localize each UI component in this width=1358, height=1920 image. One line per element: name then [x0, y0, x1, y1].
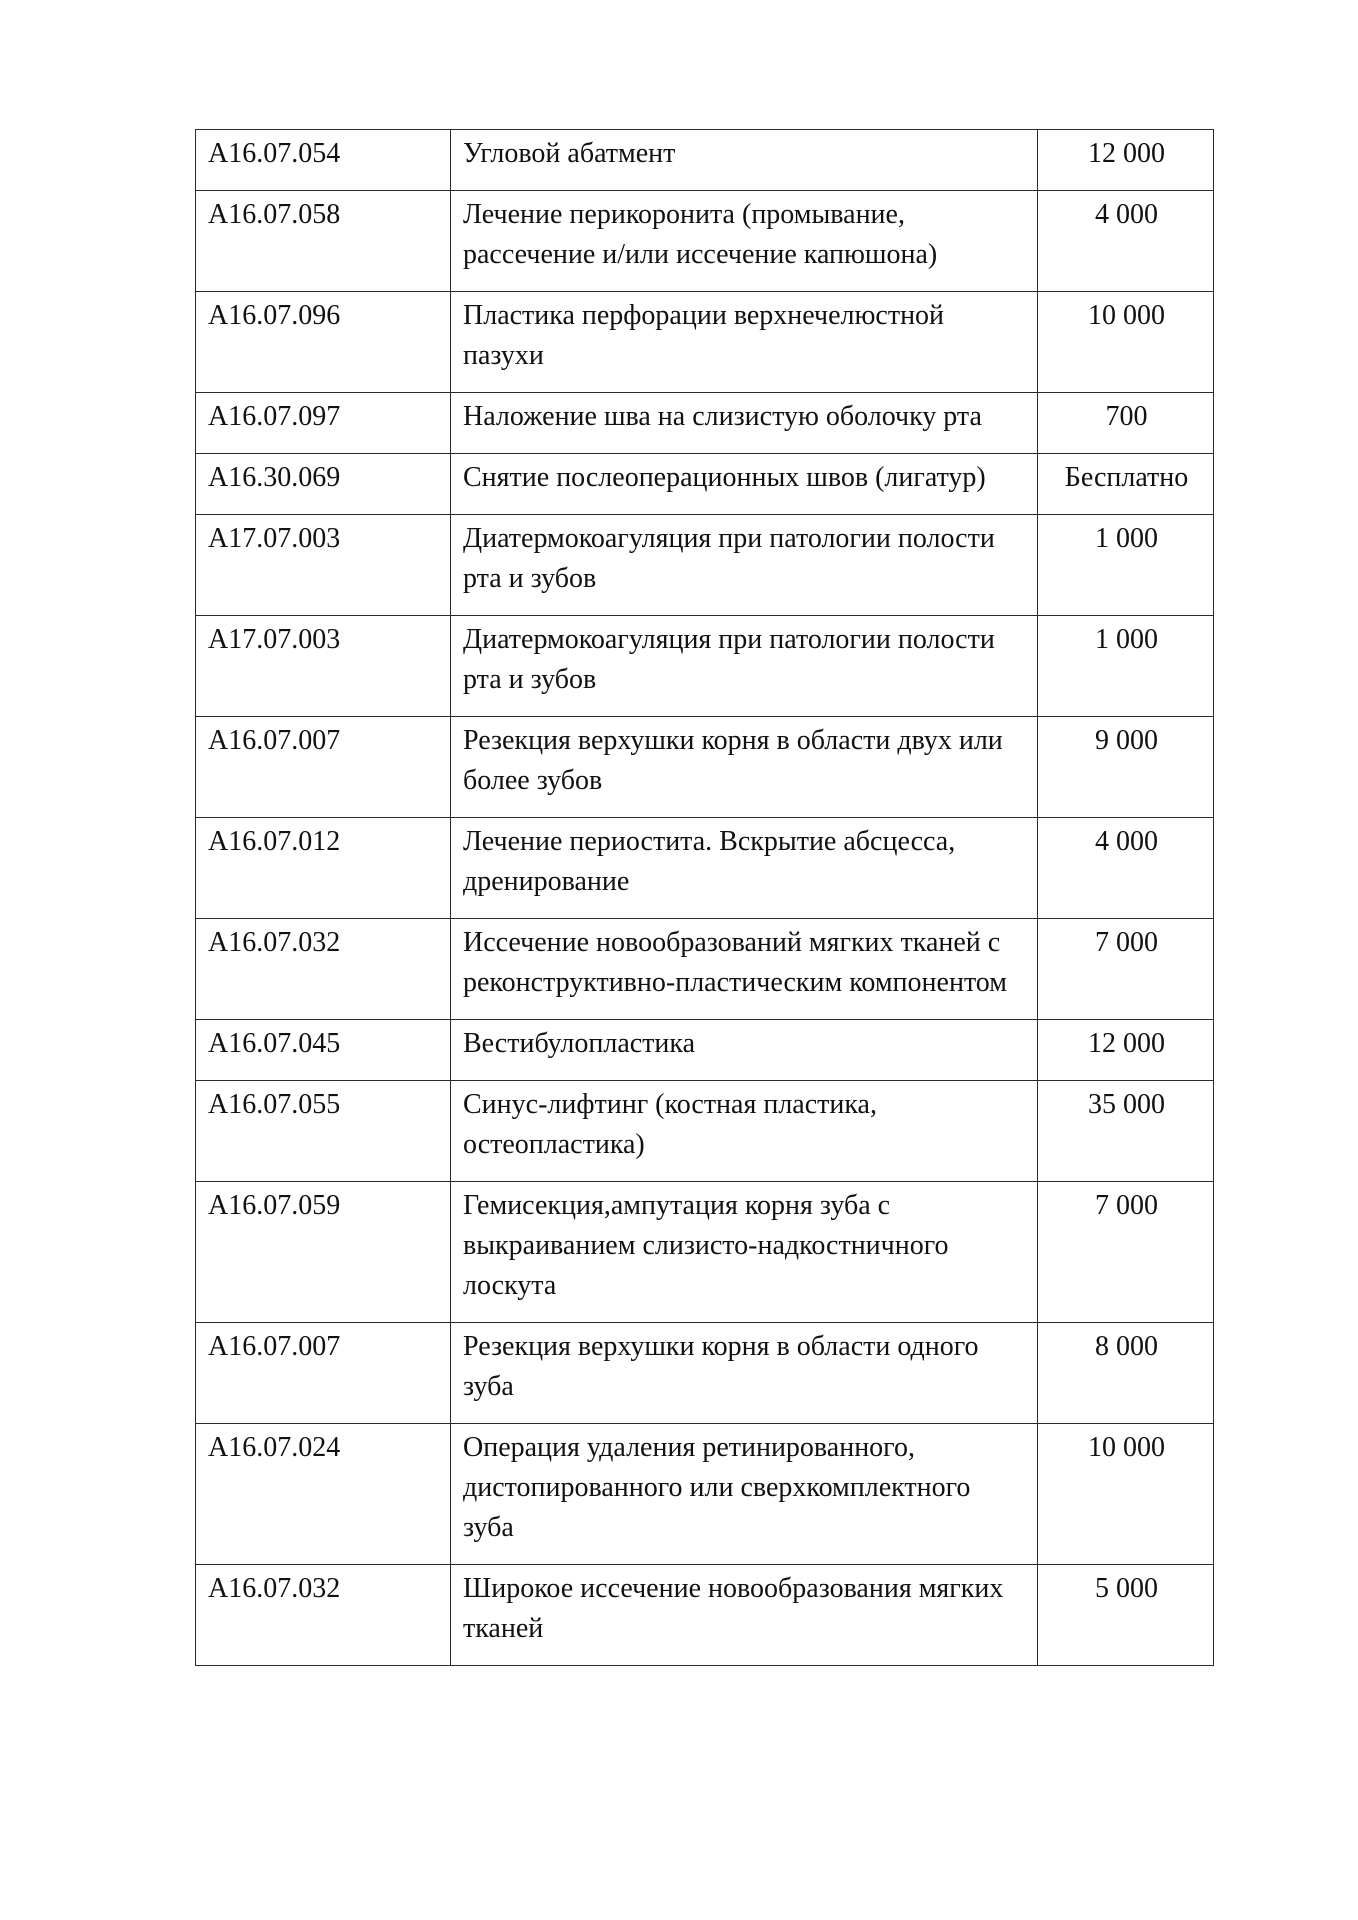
- service-price: 8 000: [1038, 1323, 1214, 1424]
- table-row: [196, 717, 1214, 818]
- table-row: [196, 818, 1214, 919]
- service-code: А16.07.012: [196, 818, 451, 919]
- table-row: [196, 616, 1214, 717]
- price-table-body: [196, 130, 1214, 1666]
- table-row: [196, 454, 1214, 515]
- table-row: [196, 1020, 1214, 1081]
- service-code: А16.07.096: [196, 292, 451, 393]
- service-code: А16.07.007: [196, 717, 451, 818]
- service-name: Диатермокоагуляция при патологии полости рта и зубов: [451, 616, 1038, 717]
- service-price: 12 000: [1038, 1020, 1214, 1081]
- service-name: Резекция верхушки корня в области двух или более зубов: [451, 717, 1038, 818]
- service-price: 9 000: [1038, 717, 1214, 818]
- service-code: А16.07.054: [196, 130, 451, 191]
- service-price: 700: [1038, 393, 1214, 454]
- service-name: Резекция верхушки корня в области одного зуба: [451, 1323, 1038, 1424]
- service-price: 7 000: [1038, 919, 1214, 1020]
- service-code: А16.07.024: [196, 1424, 451, 1565]
- service-code: А16.07.032: [196, 1565, 451, 1666]
- service-name: Вестибулопластика: [451, 1020, 1038, 1081]
- table-row: [196, 1081, 1214, 1182]
- service-code: А16.30.069: [196, 454, 451, 515]
- service-name: Снятие послеоперационных швов (лигатур): [451, 454, 1038, 515]
- service-name: Широкое иссечение новообразования мягких тканей: [451, 1565, 1038, 1666]
- service-price: 1 000: [1038, 515, 1214, 616]
- table-row: [196, 515, 1214, 616]
- service-price: 35 000: [1038, 1081, 1214, 1182]
- table-row: [196, 1323, 1214, 1424]
- service-price: 7 000: [1038, 1182, 1214, 1323]
- service-price: 4 000: [1038, 191, 1214, 292]
- service-price: Бесплатно: [1038, 454, 1214, 515]
- service-code: А16.07.059: [196, 1182, 451, 1323]
- service-code: А16.07.058: [196, 191, 451, 292]
- table-row: [196, 393, 1214, 454]
- service-name: Операция удаления ретинированного, дистопированного или сверхкомплектного зуба: [451, 1424, 1038, 1565]
- service-code: А16.07.045: [196, 1020, 451, 1081]
- service-name: Синус-лифтинг (костная пластика, остеопластика): [451, 1081, 1038, 1182]
- table-row: [196, 292, 1214, 393]
- table-row: [196, 1424, 1214, 1565]
- table-row: [196, 919, 1214, 1020]
- service-price: 10 000: [1038, 1424, 1214, 1565]
- service-price: 10 000: [1038, 292, 1214, 393]
- service-price: 5 000: [1038, 1565, 1214, 1666]
- service-name: Иссечение новообразований мягких тканей с реконструктивно-пластическим компонентом: [451, 919, 1038, 1020]
- service-name: Гемисекция,ампутация корня зуба с выкраиванием слизисто-надкостничного лоскута: [451, 1182, 1038, 1323]
- table-row: [196, 1182, 1214, 1323]
- service-code: А17.07.003: [196, 616, 451, 717]
- price-table: [195, 129, 1214, 1666]
- service-name: Лечение перикоронита (промывание, рассечение и/или иссечение капюшона): [451, 191, 1038, 292]
- service-name: Диатермокоагуляция при патологии полости рта и зубов: [451, 515, 1038, 616]
- service-code: А16.07.097: [196, 393, 451, 454]
- service-code: А16.07.007: [196, 1323, 451, 1424]
- table-row: [196, 1565, 1214, 1666]
- service-name: Пластика перфорации верхнечелюстной пазухи: [451, 292, 1038, 393]
- service-price: 12 000: [1038, 130, 1214, 191]
- table-row: [196, 191, 1214, 292]
- service-price: 4 000: [1038, 818, 1214, 919]
- service-name: Наложение шва на слизистую оболочку рта: [451, 393, 1038, 454]
- table-row: [196, 130, 1214, 191]
- service-name: Лечение периостита. Вскрытие абсцесса, дренирование: [451, 818, 1038, 919]
- service-price: 1 000: [1038, 616, 1214, 717]
- service-code: А16.07.055: [196, 1081, 451, 1182]
- service-code: А17.07.003: [196, 515, 451, 616]
- service-code: А16.07.032: [196, 919, 451, 1020]
- service-name: Угловой абатмент: [451, 130, 1038, 191]
